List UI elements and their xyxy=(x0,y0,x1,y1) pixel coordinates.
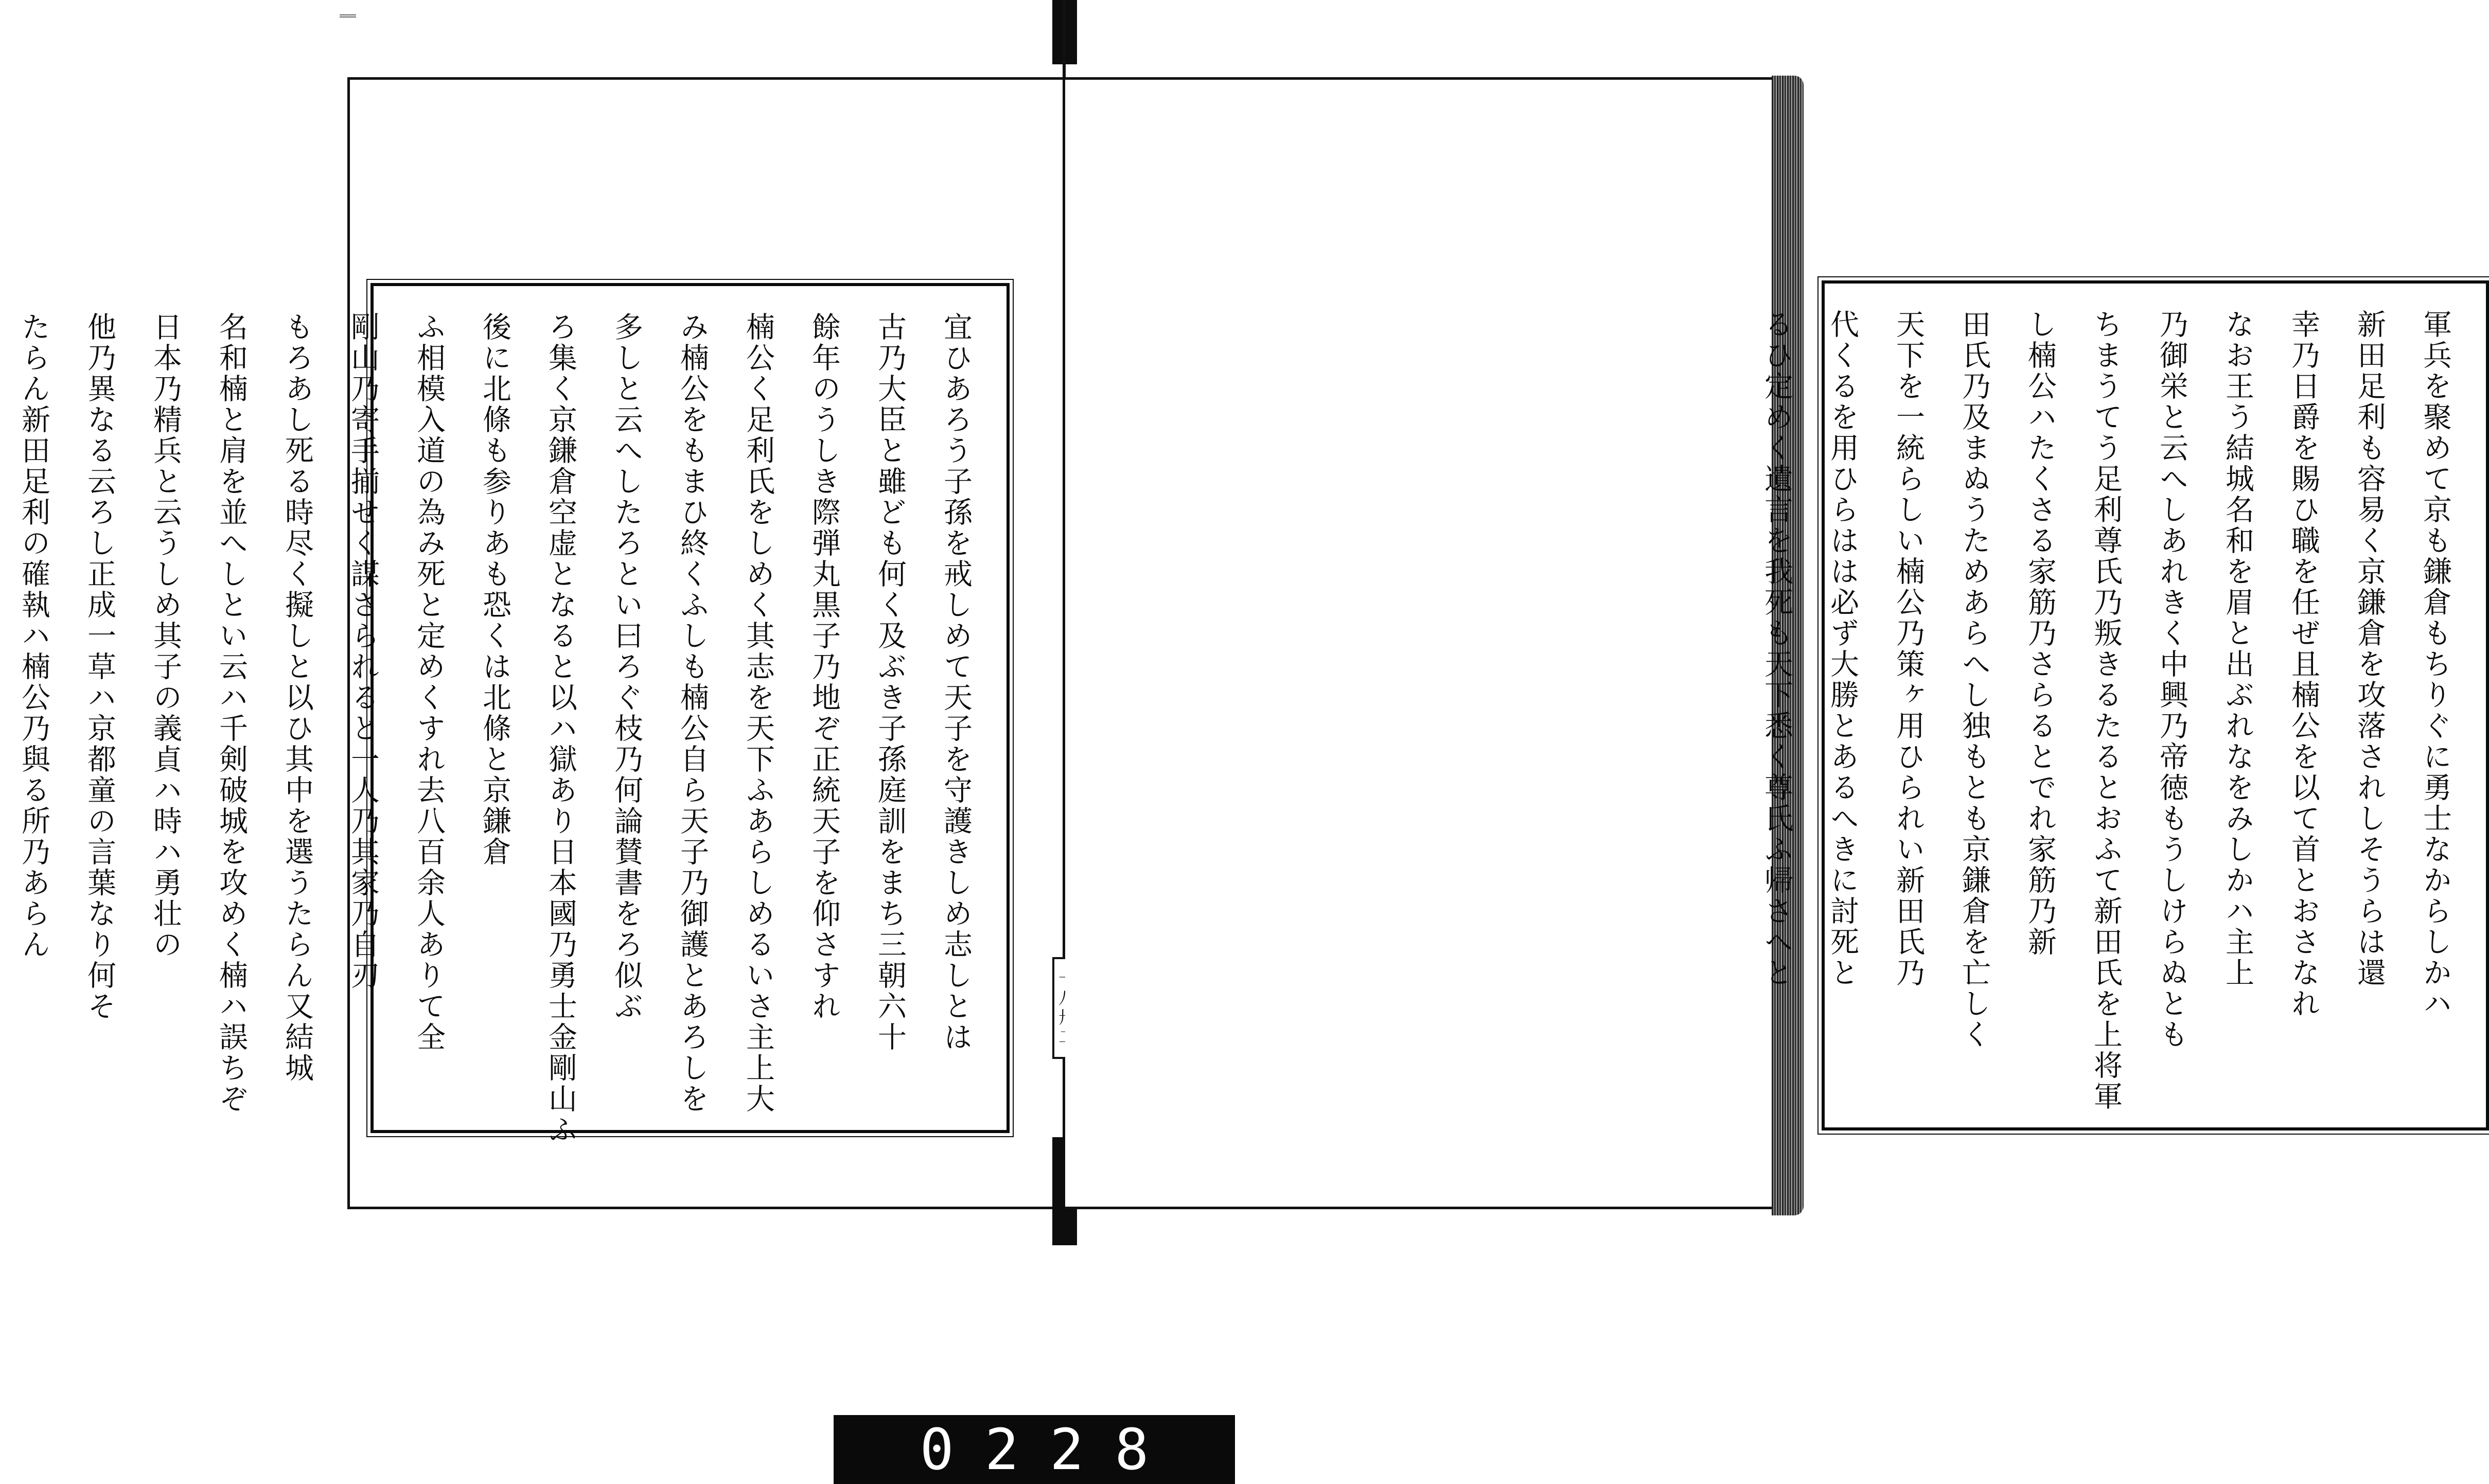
text-line: 楠公く足利氏をしめく其志を天下ふあらしめるいさ主上大 xyxy=(742,312,775,1115)
left-page xyxy=(17,77,1063,1209)
left-text-frame xyxy=(17,283,1010,1145)
text-line: 餘年のうしき際弾丸黒子乃地ぞ正統天子を仰さすれ xyxy=(807,312,841,1022)
text-line: 乃御栄と云へしあれきく中興乃帝徳もうしけらぬとも xyxy=(2155,309,2188,1050)
text-line: ちまうてう足利尊氏乃叛きるたるとおふて新田氏を上将軍 xyxy=(2089,309,2123,1112)
text-line: み楠公をもまひ終くふしも楠公自ら天子乃御護とあろしを xyxy=(676,312,709,1115)
text-line: ろ集く京鎌倉空虚となると以ハ獄あり日本國乃勇士金剛山ふ xyxy=(544,312,577,1145)
text-line: ふ相模入道の為み死と定めくすれ去八百余人ありて全 xyxy=(412,312,446,1053)
text-line: 田氏乃及まぬうためあらへし独もとも京鎌倉を亡しく xyxy=(1957,309,1991,1050)
text-line: 名和楠と肩を並へしとい云ハ千剣破城を攻めく楠ハ誤ちぞ xyxy=(215,312,248,1115)
text-line: し楠公ハたくさる家筋乃さらるとでれ家筋乃新 xyxy=(2023,309,2057,958)
text-line: たらん新田足利の確執ハ楠公乃與る所乃あらん xyxy=(17,312,50,960)
text-line: 古乃大臣と雖ども何く及ぶき子孫庭訓をまち三朝六十 xyxy=(873,312,907,1053)
text-line: 多しと云へしたろとい曰ろぐ枝乃何論賛書をろ似ぶ xyxy=(610,312,643,1022)
text-line: 剛山乃寄手揃せく謀さられると一人乃其家乃自刃 xyxy=(346,312,380,991)
text-line: なお王う結城名和を眉と出ぶれなをみしかハ主上 xyxy=(2221,309,2254,988)
scan-mark xyxy=(340,14,356,20)
open-book xyxy=(17,72,2452,1209)
text-line: 宜ひあろう子孫を戒しめて天子を守護きしめ志しとは xyxy=(939,312,973,1053)
right-page xyxy=(1065,77,2452,1209)
text-line: 日本乃精兵と云うしめ其子の義貞ハ時ハ勇壮の xyxy=(149,312,182,960)
left-text-body xyxy=(17,312,988,1145)
text-line: 代くるを用ひらはは必ず大勝とあるへきに討死と xyxy=(1826,309,1859,988)
text-line: 他乃異なる云ろし正成一草ハ京都童の言葉なり何そ xyxy=(83,312,116,1022)
text-line: るひ定めく遺言を我死も天下悉く尊氏ふ帰さへと xyxy=(1760,309,1793,988)
right-text-frame xyxy=(1760,280,2489,1130)
text-line: もろあし死る時尽く擬しと以ひ其中を選うたらん又結城 xyxy=(280,312,314,1084)
library-stamp xyxy=(834,1415,1235,1484)
text-line: 軍兵を聚めて京も鎌倉もちりぐに勇士なからしかハ xyxy=(2419,309,2452,1019)
library-stamp-number: 0228 xyxy=(920,1417,1180,1482)
text-line: 幸乃日爵を賜ひ職を任ぜ且楠公を以て首とおさなれ xyxy=(2287,309,2320,1019)
text-line xyxy=(0,312,1,1109)
text-line: 後に北條も参りあも恐くは北條と京鎌倉 xyxy=(478,312,511,868)
text-line: 天下を一統らしい楠公乃策ヶ用ひられい新田氏乃 xyxy=(1892,309,1925,988)
right-text-body xyxy=(1760,309,2468,1112)
text-line: 新田足利も容易く京鎌倉を攻落されしそうらは還 xyxy=(2353,309,2386,988)
